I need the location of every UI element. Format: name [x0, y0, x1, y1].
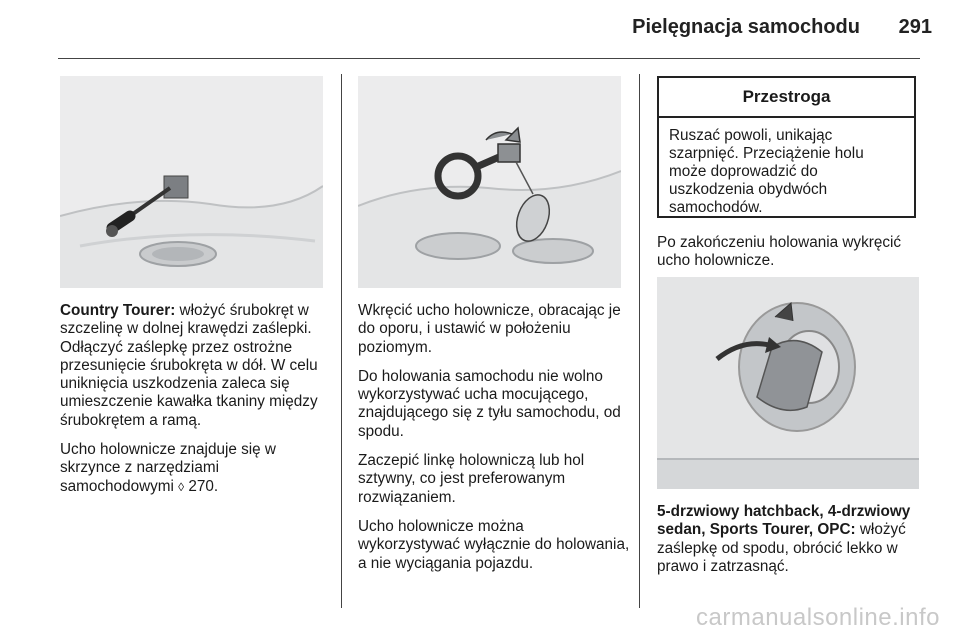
header-divider: [58, 58, 920, 59]
column-divider-1: [341, 74, 342, 608]
column-2-text: [358, 302, 630, 584]
page-reference-icon: ◊: [178, 479, 185, 494]
paragraph-no-rear-eye: Do holowania samochodu nie wolno wykorzystywać ucha mocującego, znajdującego się z tyłu samochodu, od spodu.: [358, 367, 621, 440]
watermark-text: carmanualsonline.info: [696, 604, 940, 631]
paragraph-unscrew: Po zakończeniu holowania wykręcić ucho holownicze.: [657, 234, 902, 270]
paragraph-text: włożyć śrubokręt w szczelinę w dolnej krawędzi zaślepki. Odłączyć zaślepkę przez ostrożne przesunięcie śrubokręta w dół. W celu uniknięcia uszkodzenia zaleca się umieszczenie kawałka tkaniny między śrubokrętem a ramą.: [60, 302, 318, 429]
paragraph-towing-only: Ucho holownicze można wykorzystywać wyłącznie do holowania, a nie wyciągania pojazdu.: [358, 517, 630, 572]
paragraph-tool-box: [60, 441, 330, 496]
model-label-country-tourer: Country Tourer:: [60, 302, 176, 319]
figure-screwdriver-cap: [60, 76, 323, 288]
column-3-text-upper: [657, 234, 922, 282]
caution-box: [657, 76, 916, 218]
paragraph-text: włożyć zaślepkę od spodu, obrócić lekko w prawo i zatrzasnąć.: [657, 521, 906, 575]
caution-text: Ruszać powoli, unikając szarpnięć. Przeciążenie holu może doprowadzić do uszkodzenia obydwóch samochodów.: [669, 127, 864, 216]
paragraph-text: Ucho holownicze znajduje się w skrzynce z narzędziami samochodowymi: [60, 441, 276, 495]
paragraph-refit-cap: [657, 503, 922, 576]
caution-title: Przestroga: [659, 78, 914, 118]
paragraph-country-tourer: [60, 302, 330, 430]
model-label-hatchback-sedan: 5-drzwiowy hatchback, 4-drzwiowy sedan, Sports Tourer, OPC:: [657, 503, 911, 539]
column-3-text-lower: [657, 503, 922, 587]
column-1-text: [60, 302, 330, 507]
page-title: Pielęgnacja samochodu: [632, 16, 860, 38]
figure-cap-replace: [657, 277, 919, 489]
figure-towing-eye-install: [358, 76, 621, 288]
paragraph-screw-in: Wkręcić ucho holownicze, obracając je do oporu, i ustawić w położeniu poziomym.: [358, 302, 621, 356]
paragraph-attach-rope: Zaczepić linkę holowniczą lub hol sztywny, co jest preferowanym rozwiązaniem.: [358, 452, 585, 506]
page-number: 291: [898, 16, 932, 38]
column-divider-2: [639, 74, 640, 608]
page-reference-link[interactable]: 270.: [188, 477, 219, 495]
